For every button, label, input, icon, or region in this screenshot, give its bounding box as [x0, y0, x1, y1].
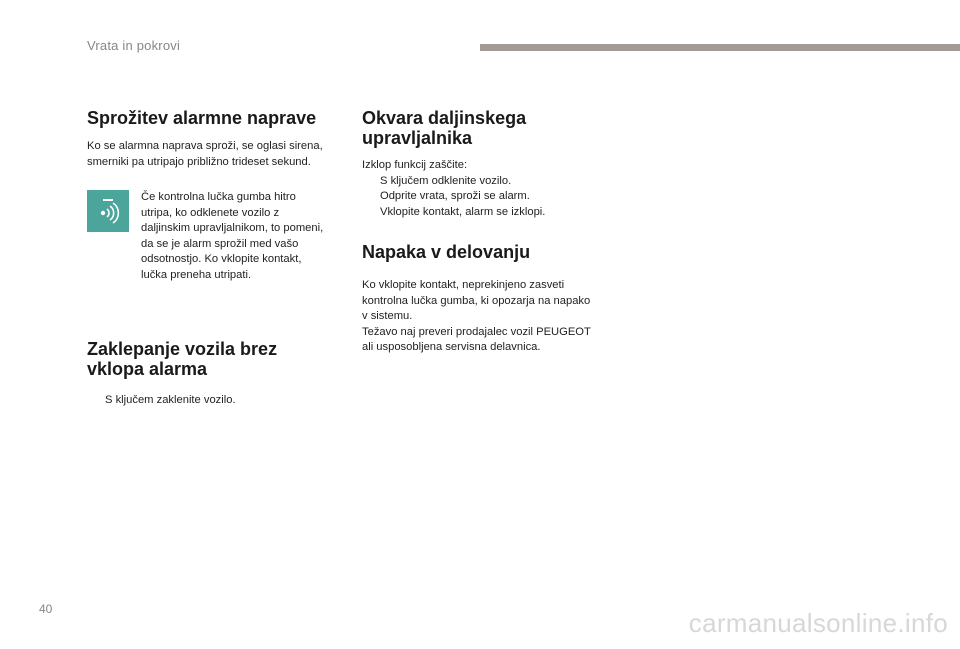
list-item: S ključem zaklenite vozilo. — [87, 393, 349, 409]
lock-without-alarm-section — [87, 339, 349, 409]
bullet-icon — [362, 174, 380, 190]
malfunction-paragraph: Ko vklopite kontakt, neprekinjeno zasveti kontrolna lučka gumba, ki opozarja na napako v sistemu. Težavo naj preveri prodajalec vozil PEUGEOT ali usposobljena servisna delavnica. — [362, 279, 591, 353]
lock-without-alarm-heading: Zaklepanje vozila brez vklopa alarma — [87, 339, 278, 379]
page-number: 40 — [39, 602, 53, 616]
alarm-indicator-icon — [87, 190, 129, 232]
list-item: Vklopite kontakt, alarm se izklopi. — [362, 205, 622, 221]
alarm-trigger-heading: Sprožitev alarmne naprave — [87, 108, 317, 128]
right-column — [362, 108, 622, 356]
section-title: Vrata in pokrovi — [87, 38, 181, 53]
remote-failure-intro: Izklop funkcij zaščite: — [362, 159, 468, 171]
bullet-icon — [362, 189, 380, 205]
list-item: Odprite vrata, sproži se alarm. — [362, 189, 622, 205]
watermark: carmanualsonline.info — [688, 608, 948, 638]
header-bar — [480, 44, 960, 51]
remote-failure-heading: Okvara daljinskega upravljalnika — [362, 108, 527, 148]
bullet-icon — [87, 393, 105, 409]
alarm-trigger-paragraph: Ko se alarmna naprava sproži, se oglasi sirena, smerniki pa utripajo približno trideset sekund. — [87, 140, 323, 168]
malfunction-heading: Napaka v delovanju — [362, 242, 531, 262]
list-item: S ključem odklenite vozilo. — [362, 174, 622, 190]
bullet-icon — [362, 205, 380, 221]
alarm-note-text: Če kontrolna lučka gumba hitro utripa, ko odklenete vozilo z daljinskim upravljalnikom, to pomeni, da se je alarm sprožil med vašo odsotnostjo. Ko vklopite kontakt, lučka preneha utripati. — [141, 191, 324, 281]
left-column — [87, 108, 349, 170]
